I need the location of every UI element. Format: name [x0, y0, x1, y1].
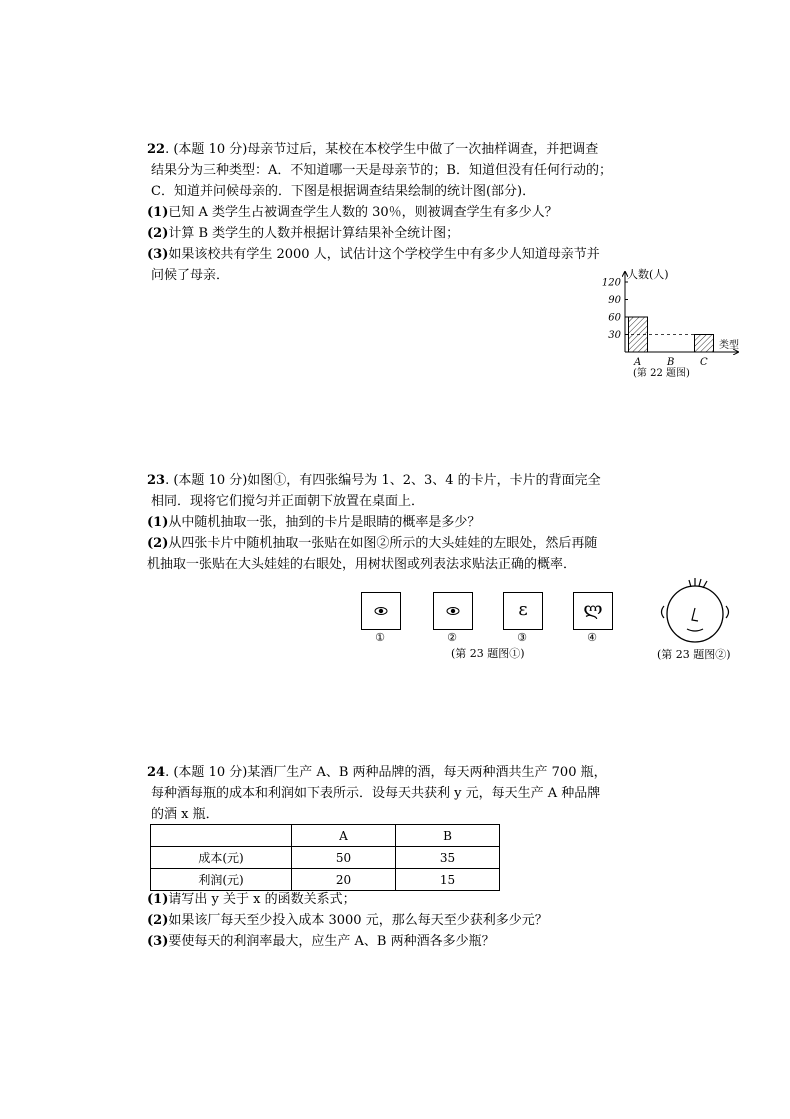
q22-bar-chart: [575, 262, 750, 382]
eye-icon: [434, 593, 472, 629]
q24-sub3-num: (3): [147, 934, 169, 949]
card-3: [503, 592, 543, 630]
bar-C: [695, 335, 714, 353]
q24-sub3-text: 要使每天的利润率最大，应生产 A、B 两种酒各多少瓶？: [168, 934, 495, 949]
q22-sub1: [147, 203, 558, 223]
card-2-label: ②: [447, 631, 457, 644]
y-tick-label: 30: [608, 330, 621, 341]
card-3-label: ③: [517, 631, 527, 644]
ear-left-icon: ε: [518, 599, 528, 620]
q24-cost-profit-table: [150, 824, 500, 891]
q22-line2: 结果分为三种类型：A．不知道哪一天是母亲节的；B．知道但没有任何行动的；: [151, 163, 612, 178]
q23-sub2-line2: 机抽取一张贴在大头娃娃的右眼处，用树状图或列表法求贴法正确的概率．: [147, 557, 577, 572]
q23-heading-text: . (本题 10 分)如图①，有四张编号为 1、2、3、4 的卡片，卡片的背面完全: [165, 473, 601, 488]
card-1: [361, 592, 401, 630]
table-cell: 15: [396, 869, 500, 891]
q22-heading-text: . (本题 10 分)母亲节过后，某校在本校学生中做了一次抽样调查，并把调查: [165, 142, 599, 157]
y-tick-label: 120: [601, 277, 621, 289]
q22-sub1-num: (1): [147, 205, 169, 220]
table-cell: 35: [396, 847, 500, 869]
q23-sub2-text: 从四张卡片中随机抽取一张贴在如图②所示的大头娃娃的左眼处，然后再随: [168, 536, 598, 551]
table-cell: 成本(元): [151, 847, 292, 869]
q23-heading: [147, 471, 601, 491]
q22-figure-caption: (第 22 题图): [633, 368, 690, 379]
card-4-label: ④: [587, 631, 597, 644]
q24-sub1-num: (1): [147, 892, 169, 907]
q23-line2: 相同．现将它们搅匀并正面朝下放置在桌面上．: [151, 494, 425, 509]
table-row: [151, 847, 500, 869]
q22-sub3-text: 如果该校共有学生 2000 人，试估计这个学校学生中有多少人知道母亲节并: [168, 247, 600, 262]
q24-heading-text: . (本题 10 分)某酒厂生产 A、B 两种品牌的酒，每天两种酒共生产 700 瓶，: [165, 765, 607, 780]
q24-line3: 的酒 x 瓶．: [151, 807, 219, 822]
q22-number: 22: [147, 142, 166, 157]
q22-sub2-text: 计算 B 类学生的人数并根据计算结果补全统计图；: [168, 226, 460, 241]
y-tick-label: 90: [608, 295, 621, 306]
y-axis-label: 人数(人): [627, 268, 669, 281]
q22-heading: [147, 140, 598, 160]
x-tick-label: A: [634, 357, 642, 368]
q23-figure1-caption: (第 23 题图①): [451, 647, 525, 660]
q23-number: 23: [147, 473, 166, 488]
q22-sub2: [147, 224, 459, 244]
q23-sub1: [147, 513, 480, 533]
bar-A: [629, 317, 648, 352]
q24-sub1: [147, 890, 356, 910]
table-header-row: [151, 825, 500, 847]
chart-bars: [629, 317, 714, 352]
table-row: [151, 869, 500, 891]
q24-number: 24: [147, 765, 166, 780]
table-cell: 50: [292, 847, 396, 869]
q24-sub1-text: 请写出 y 关于 x 的函数关系式；: [168, 892, 356, 907]
q23-sub2: [147, 534, 597, 554]
table-cell: A: [292, 825, 396, 847]
card-1-label: ①: [375, 631, 385, 644]
q22-sub2-num: (2): [147, 226, 169, 241]
y-tick-labels: [602, 278, 628, 342]
q23-sub2-num: (2): [147, 536, 169, 551]
x-tick-label: B: [667, 357, 675, 368]
table-cell: [151, 825, 292, 847]
q22-line3: C．知道并问候母亲的．下图是根据调查结果绘制的统计图(部分)．: [151, 184, 536, 199]
q24-heading: [147, 763, 607, 783]
q22-sub3: [147, 245, 600, 265]
q24-sub2: [147, 911, 548, 931]
x-tick-label: C: [700, 357, 708, 368]
q22-sub3-num: (3): [147, 247, 169, 262]
y-tick-label: 60: [608, 312, 621, 324]
q23-sub1-text: 从中随机抽取一张，抽到的卡片是眼睛的概率是多少？: [168, 515, 481, 530]
table-cell: 利润(元): [151, 869, 292, 891]
doll-head-icon: [655, 578, 735, 648]
q24-line2: 每种酒每瓶的成本和利润如下表所示．设每天共获利 y 元，每天生产 A 种品牌: [151, 786, 601, 801]
q24-sub2-num: (2): [147, 913, 169, 928]
table-cell: 20: [292, 869, 396, 891]
card-4: [573, 592, 613, 630]
q22-sub1-text: 已知 A 类学生占被调查学生人数的 30％，则被调查学生有多少人？: [168, 205, 558, 220]
q23-figure2-caption: (第 23 题图②): [657, 648, 731, 661]
eye-icon: [362, 593, 400, 629]
x-axis-label: 类型: [719, 340, 739, 351]
ear-right-icon: ლ: [583, 599, 603, 620]
q22-sub3-line2: 问候了母亲．: [151, 268, 230, 283]
x-tick-labels: [633, 357, 708, 368]
q24-sub2-text: 如果该厂每天至少投入成本 3000 元，那么每天至少获利多少元？: [168, 913, 548, 928]
q24-sub3: [147, 932, 495, 952]
table-cell: B: [396, 825, 500, 847]
q23-sub1-num: (1): [147, 515, 169, 530]
card-2: [433, 592, 473, 630]
